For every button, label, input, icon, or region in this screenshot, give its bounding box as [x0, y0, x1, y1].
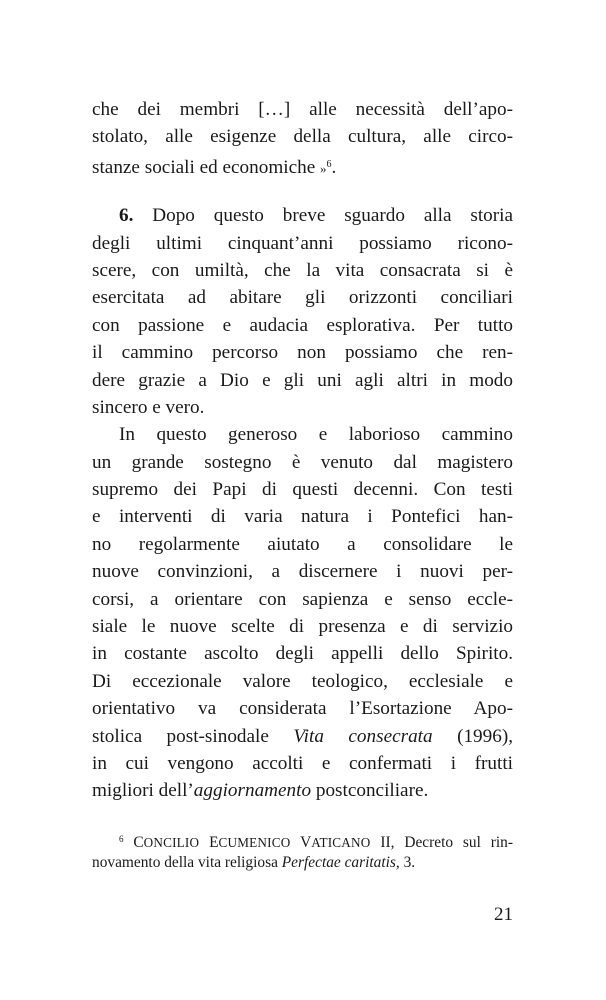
text-fragment: (1996),	[457, 725, 514, 747]
footnote-reference: 6	[326, 158, 332, 170]
text-line: In questo generoso e laborioso cammino	[119, 424, 513, 446]
text-line: corsi, a orientare con sapienza e senso eccle-	[92, 588, 513, 610]
text-fragment: Dopo questo breve sguardo alla storia	[152, 205, 514, 227]
text-line: supremo dei Papi di questi decenni. Con testi	[92, 479, 513, 501]
text-line: degli ultimi cinquant’anni possiamo ricono-	[92, 232, 513, 254]
footnote-line	[92, 828, 513, 851]
text-fragment: V	[300, 834, 312, 851]
italic-title: Vita consecrata	[293, 725, 433, 747]
text-fragment: stanze sociali ed economiche	[92, 156, 316, 178]
text-line: esercitata ad abitare gli orizzonti conciliari	[92, 287, 513, 309]
end-punctuation: .	[331, 156, 337, 178]
text-line: stolato, alle esigenze della cultura, alle circo-	[92, 126, 513, 148]
text-line: no regolarmente aiutato a consolidare le	[92, 533, 513, 555]
footnote-mark: 6	[119, 834, 124, 844]
small-caps-text: CUMENICO	[218, 835, 291, 850]
text-fragment: postconciliare.	[311, 780, 429, 802]
text-line: scere, con umiltà, che la vita consacrata si è	[92, 259, 513, 281]
footnote-line	[92, 851, 513, 874]
text-line: con passione e audacia esplorativa. Per tutto	[92, 314, 513, 336]
text-line: in costante ascolto degli appelli dello Spirito.	[92, 643, 513, 665]
text-fragment: C	[133, 834, 144, 851]
text-line	[92, 202, 513, 229]
text-line: nuove convinzioni, a discernere i nuovi per-	[92, 561, 513, 583]
text-fragment: 3.	[399, 854, 416, 871]
text-line: in cui vengono accolti e confermati i frutti	[92, 752, 513, 774]
text-line: un grande sostegno è venuto dal magistero	[92, 451, 513, 473]
text-line	[92, 723, 513, 750]
text-fragment: migliori dell’	[92, 780, 194, 802]
italic-term: aggiornamento	[193, 780, 312, 802]
text-line	[92, 151, 513, 178]
italic-title: Perfectae caritatis,	[281, 854, 400, 871]
section-number: 6.	[119, 205, 134, 227]
text-line: e interventi di varia natura i Pontefici han-	[92, 506, 513, 528]
text-fragment: novamento della vita religiosa	[92, 854, 278, 871]
page-number: 21	[494, 904, 513, 925]
footnotes	[92, 828, 513, 874]
text-line: siale le nuove scelte di presenza e di servizio	[92, 616, 513, 638]
text-fragment: stolica post-sinodale	[92, 725, 269, 747]
text-fragment: E	[209, 834, 219, 851]
text-line: dere grazie a Dio e gli uni agli altri in modo	[92, 369, 513, 391]
text-line: che dei membri […] alle necessità dell’apo-	[92, 99, 513, 120]
page-body	[92, 96, 513, 805]
text-line: il cammino percorso non possiamo che ren-	[92, 342, 513, 364]
text-line: Di eccezionale valore teologico, ecclesiale e	[92, 670, 513, 692]
small-caps-text: ONCILIO	[143, 835, 200, 850]
text-line	[92, 777, 513, 804]
closing-quote: »	[320, 160, 327, 176]
small-caps-text: ATICANO	[311, 835, 371, 850]
text-line: orientativo va considerata l’Esortazione Apo-	[92, 698, 513, 720]
text-fragment: II, Decreto sul rin-	[380, 834, 513, 851]
text-line: sincero e vero.	[92, 396, 205, 418]
